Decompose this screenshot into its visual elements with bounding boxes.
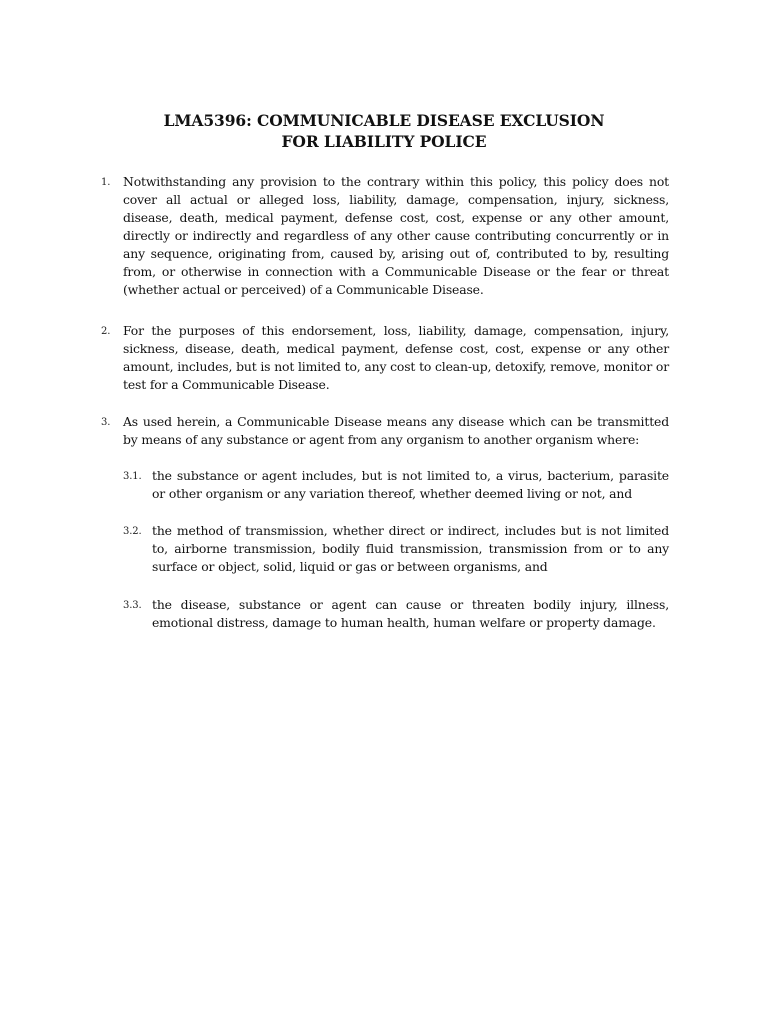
document-title-line-1: LMA5396: COMMUNICABLE DISEASE EXCLUSION [163,111,605,130]
subclause-3-3-text: the disease, substance or agent can cause or threaten bodily injury, illness, emotional distress, damage to human health, human welfare or property damage. [152,597,669,630]
subclause-3-2-number: 3.2. [123,526,142,537]
clause-2-number: 2. [101,326,111,337]
clause-3-number: 3. [101,417,111,428]
subclause-3-2-text: the method of transmission, whether direct or indirect, includes but is not limited to, airborne transmission, bodily fluid transmission, transmission from or to any surface or object, solid, liquid or gas or between organisms, and [152,523,669,574]
clause-1-text: Notwithstanding any provision to the contrary within this policy, this policy does not cover all actual or alleged loss, liability, damage, compensation, injury, sickness, disease, death, medical payment, defense cost, cost, expense or any other amount, directly or indirectly and regardless of any other cause contributing concurrently or in any sequence, originating from, caused by, arising out of, contributed to by, resulting from, or otherwise in connection with a Communicable Disease or the fear or threat (whether actual or perceived) of a Communicable Disease. [123,174,669,297]
clause-3-text: As used herein, a Communicable Disease means any disease which can be transmitted by means of any substance or agent from any organism to another organism where: [123,414,669,447]
subclause-3-1-number: 3.1. [123,471,142,482]
clause-1-number: 1. [101,177,111,188]
subclause-3-3-number: 3.3. [123,600,142,611]
subclause-3-1-text: the substance or agent includes, but is not limited to, a virus, bacterium, parasite or other organism or any variation thereof, whether deemed living or not, and [152,468,669,501]
document-title-line-2: FOR LIABILITY POLICE [281,132,487,151]
clause-2-text: For the purposes of this endorsement, loss, liability, damage, compensation, injury, sickness, disease, death, medical payment, defense cost, cost, expense or any other amount, includes, but is not limited to, any cost to clean-up, detoxify, remove, monitor or test for a Communicable Disease. [123,323,669,392]
